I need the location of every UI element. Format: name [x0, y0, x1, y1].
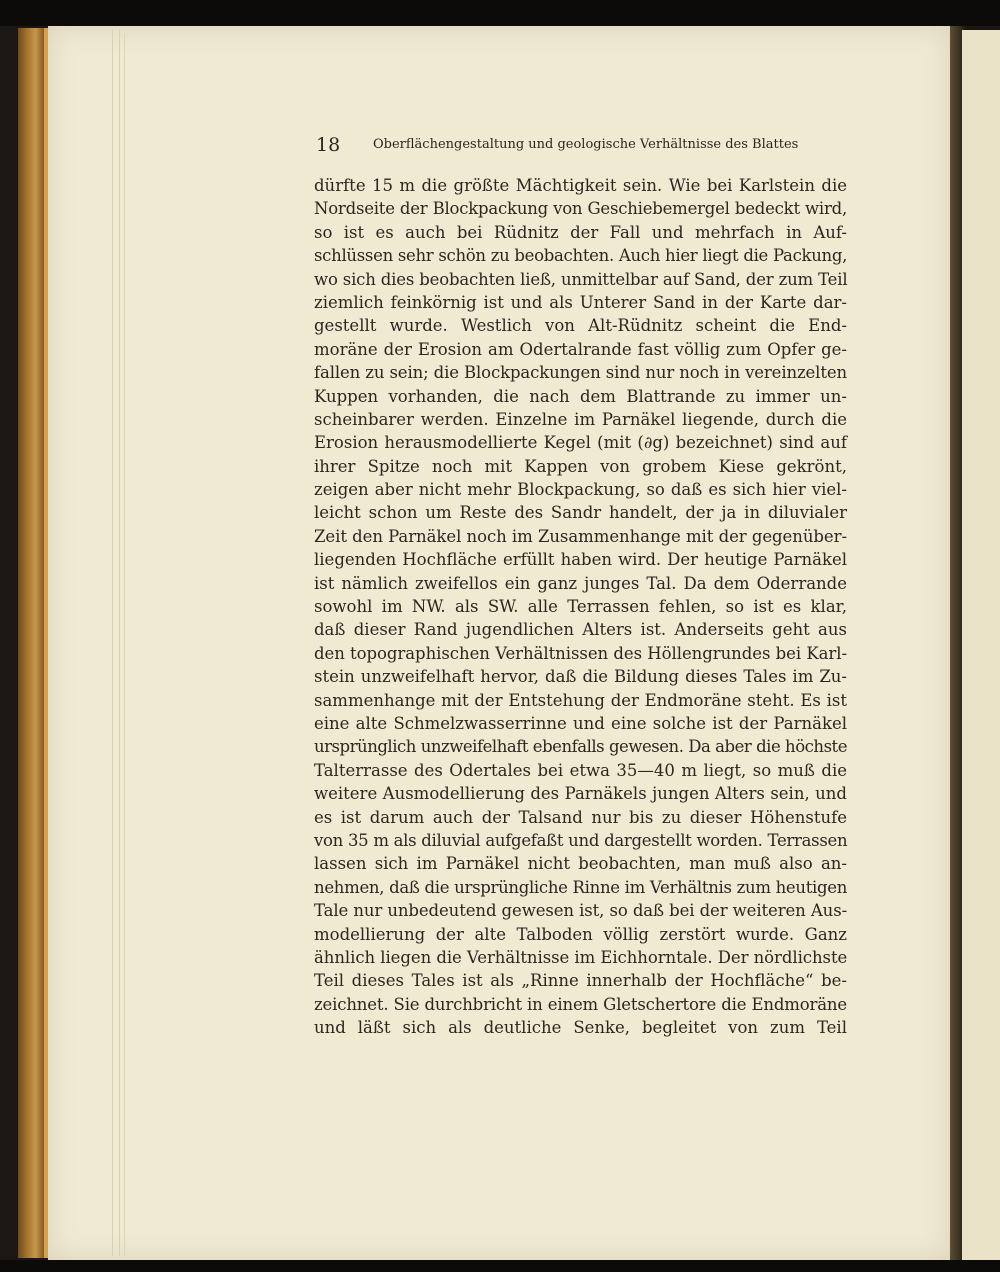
- text-line: von 35 m als diluvial aufgefaßt und dargestellt worden. Terrassen: [314, 830, 848, 850]
- text-line: Erosion herausmodellierte Kegel (mit (∂g) bezeichnet) sind auf: [314, 433, 847, 453]
- text-line: ist nämlich zweifellos ein ganz junges Tal. Da dem Oderrande: [314, 573, 847, 593]
- text-line: weitere Ausmodellierung des Parnäkels jungen Alters sein, und: [314, 784, 847, 804]
- text-line: Zeit den Parnäkel noch im Zusammenhange mit der gegenüber-: [314, 526, 847, 546]
- text-line: den topographischen Verhältnissen des Höllengrundes bei Karl-: [314, 643, 847, 663]
- text-line: Teil dieses Tales ist als „Rinne innerhalb der Hochfläche“ be-: [314, 971, 847, 991]
- text-line: dürfte 15 m die größte Mächtigkeit sein. Wie bei Karlstein die: [314, 176, 847, 195]
- page-number: 18: [316, 134, 341, 156]
- text-line: eine alte Schmelzwasserrinne und eine solche ist der Parnäkel: [314, 713, 847, 733]
- text-line: gestellt wurde. Westlich von Alt-Rüdnitz scheint die End-: [314, 316, 847, 336]
- facing-page-edge: [962, 30, 1000, 1260]
- text-line: ihrer Spitze noch mit Kappen von grobem Kiese gekrönt,: [314, 456, 847, 476]
- text-line: so ist es auch bei Rüdnitz der Fall und mehrfach in Auf-: [314, 222, 847, 242]
- text-line: zeichnet. Sie durchbricht in einem Gletschertore die Endmoräne: [314, 994, 847, 1014]
- text-line: es ist darum auch der Talsand nur bis zu dieser Höhenstufe: [314, 807, 847, 827]
- text-line: daß dieser Rand jugendlichen Alters ist. Anderseits geht aus: [314, 620, 847, 640]
- body-text: [314, 174, 847, 1039]
- running-title: Oberflächengestaltung und geologische Verhältnisse des Blattes: [373, 137, 799, 152]
- text-line: schlüssen sehr schön zu beobachten. Auch hier liegt die Packung,: [314, 246, 848, 266]
- text-line: fallen zu sein; die Blockpackungen sind nur noch in vereinzelten: [314, 363, 847, 383]
- scan-bottom-border: [0, 1260, 1000, 1272]
- scan-top-border: [0, 0, 1000, 26]
- text-line: Tale nur unbedeutend gewesen ist, so daß bei der weiteren Aus-: [314, 901, 848, 921]
- text-line: Talterrasse des Odertales bei etwa 35—40 m liegt, so muß die: [314, 760, 847, 780]
- text-line: ähnlich liegen die Verhältnisse im Eichhorntale. Der nördlichste: [314, 947, 848, 967]
- text-line: leicht schon um Reste des Sandr handelt, der ja in diluvialer: [314, 503, 847, 523]
- text-line: sammenhange mit der Entstehung der Endmoräne steht. Es ist: [314, 690, 847, 710]
- text-line: Nordseite der Blockpackung von Geschiebemergel bedeckt wird,: [314, 199, 847, 219]
- text-line: moräne der Erosion am Odertalrande fast völlig zum Opfer ge-: [314, 339, 847, 359]
- text-line: wo sich dies beobachten ließ, unmittelbar auf Sand, der zum Teil: [314, 269, 848, 289]
- text-line: und läßt sich als deutliche Senke, begleitet von zum Teil: [314, 1018, 847, 1038]
- text-line: zeigen aber nicht mehr Blockpackung, so daß es sich hier viel-: [314, 480, 847, 500]
- text-line: liegenden Hochfläche erfüllt haben wird. Der heutige Parnäkel: [314, 550, 847, 570]
- text-line: ziemlich feinkörnig ist und als Unterer Sand in der Karte dar-: [314, 292, 847, 312]
- text-line: Kuppen vorhanden, die nach dem Blattrande zu immer un-: [314, 386, 847, 406]
- text-line: scheinbarer werden. Einzelne im Parnäkel liegende, durch die: [314, 409, 847, 429]
- text-line: lassen sich im Parnäkel nicht beobachten, man muß also an-: [314, 854, 847, 874]
- text-line: nehmen, daß die ursprüngliche Rinne im Verhältnis zum heutigen: [314, 877, 848, 897]
- text-line: sowohl im NW. als SW. alle Terrassen fehlen, so ist es klar,: [314, 597, 847, 617]
- text-line: modellierung der alte Talboden völlig zerstört wurde. Ganz: [314, 924, 847, 944]
- text-line: stein unzweifelhaft hervor, daß die Bildung dieses Tales im Zu-: [314, 667, 847, 687]
- page-stack-edge: [124, 34, 127, 1256]
- text-line: ursprünglich unzweifelhaft ebenfalls gewesen. Da aber die höchste: [314, 737, 847, 757]
- page-stack-edges: [112, 30, 120, 1256]
